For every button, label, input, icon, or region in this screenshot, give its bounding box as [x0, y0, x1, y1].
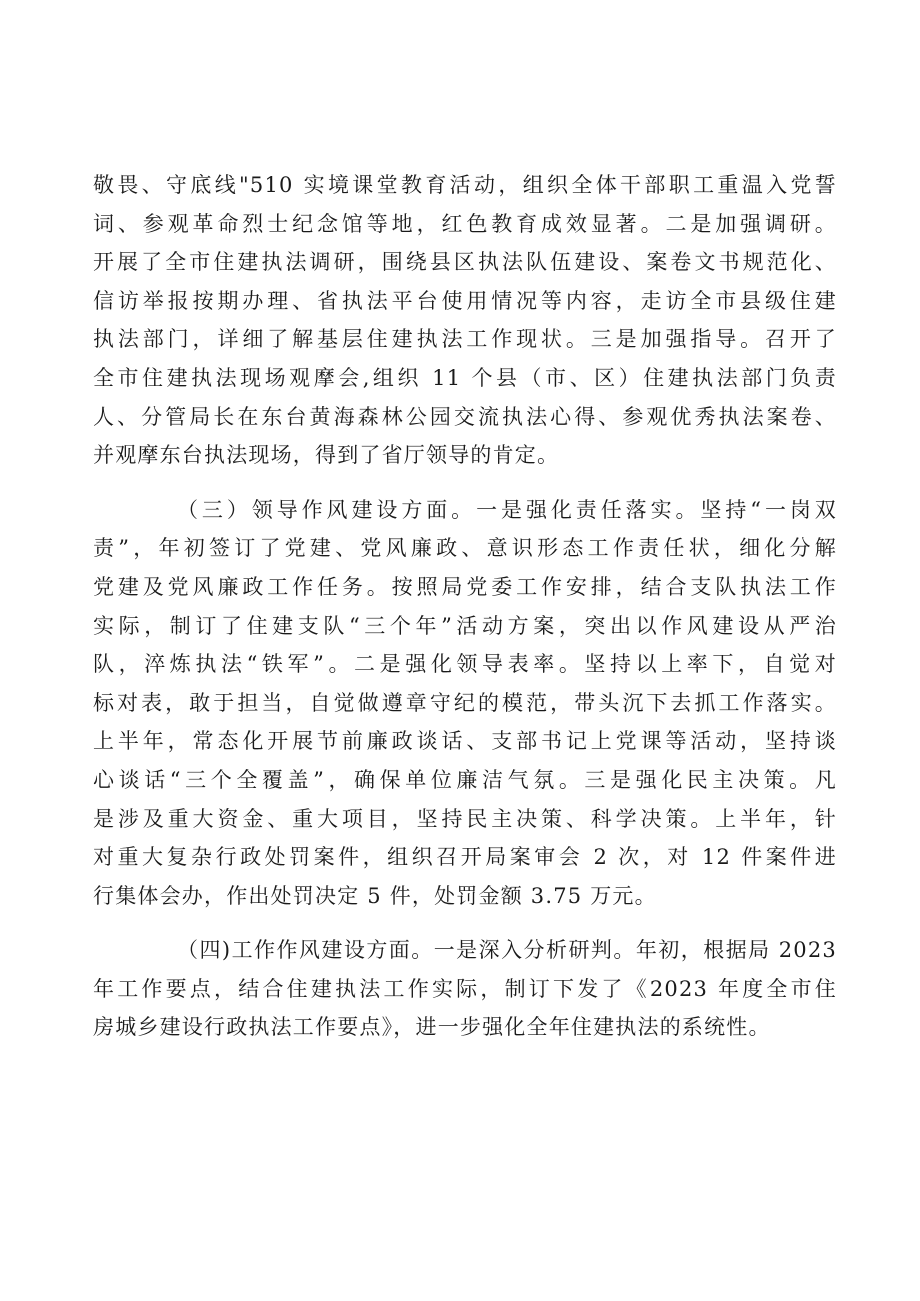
text-line: 执法部门，详细了解基层住建执法工作现状。三是加强指导。召开了 [93, 327, 837, 352]
text-line: （三）领导作风建设方面。一是强化责任落实。坚持“一岗双 [177, 497, 837, 522]
paragraph-spacer [93, 475, 837, 491]
text-line: 人、分管局长在东台黄海森林公园交流执法心得、参观优秀执法案卷、 [93, 404, 837, 429]
paragraph-2 [93, 491, 837, 916]
text-line: 信访举报按期办理、省执法平台使用情况等内容，走访全市县级住建 [93, 288, 837, 313]
document-body [93, 166, 837, 1047]
text-line: 全市住建执法现场观摩会,组织 11 个县（市、区）住建执法部门负责 [93, 365, 837, 390]
text-line: 实际，制订了住建支队“三个年”活动方案，突出以作风建设从严治 [93, 613, 837, 638]
text-line: 党建及党风廉政工作任务。按照局党委工作安排，结合支队执法工作 [93, 574, 837, 599]
text-line: （四)工作作风建设方面。一是深入分析研判。年初，根据局 2023 [177, 938, 837, 963]
text-line: 上半年，常态化开展节前廉政谈话、支部书记上党课等活动，坚持谈 [93, 729, 837, 754]
text-line: 开展了全市住建执法调研，围绕县区执法队伍建设、案卷文书规范化、 [93, 250, 837, 275]
text-line: 房城乡建设行政执法工作要点》，进一步强化全年住建执法的系统性。 [93, 1015, 771, 1040]
paragraph-1 [93, 166, 837, 475]
text-line: 责”，年初签订了党建、党风廉政、意识形态工作责任状，细化分解 [93, 536, 837, 561]
text-line: 队，淬炼执法“铁军”。二是强化领导表率。坚持以上率下，自觉对 [93, 652, 837, 677]
text-line: 行集体会办，作出处罚决定 5 件，处罚金额 3.75 万元。 [93, 883, 657, 908]
text-line: 心谈话“三个全覆盖”，确保单位廉洁气氛。三是强化民主决策。凡 [93, 767, 837, 792]
text-line: 词、参观革命烈士纪念馆等地，红色教育成效显著。二是加强调研。 [93, 211, 837, 236]
text-line: 并观摩东台执法现场，得到了省厅领导的肯定。 [93, 443, 560, 468]
text-line: 是涉及重大资金、重大项目，坚持民主决策、科学决策。上半年，针 [93, 806, 837, 831]
text-line: 敬畏、守底线"510 实境课堂教育活动，组织全体干部职工重温入党誓 [93, 173, 837, 197]
paragraph-spacer [93, 915, 837, 931]
paragraph-3 [93, 931, 837, 1047]
text-line: 对重大复杂行政处罚案件，组织召开局案审会 2 次，对 12 件案件进 [93, 845, 837, 870]
text-line: 标对表，敢于担当，自觉做遵章守纪的模范，带头沉下去抓工作落实。 [93, 690, 837, 715]
text-line: 年工作要点，结合住建执法工作实际，制订下发了《2023 年度全市住 [93, 976, 837, 1001]
